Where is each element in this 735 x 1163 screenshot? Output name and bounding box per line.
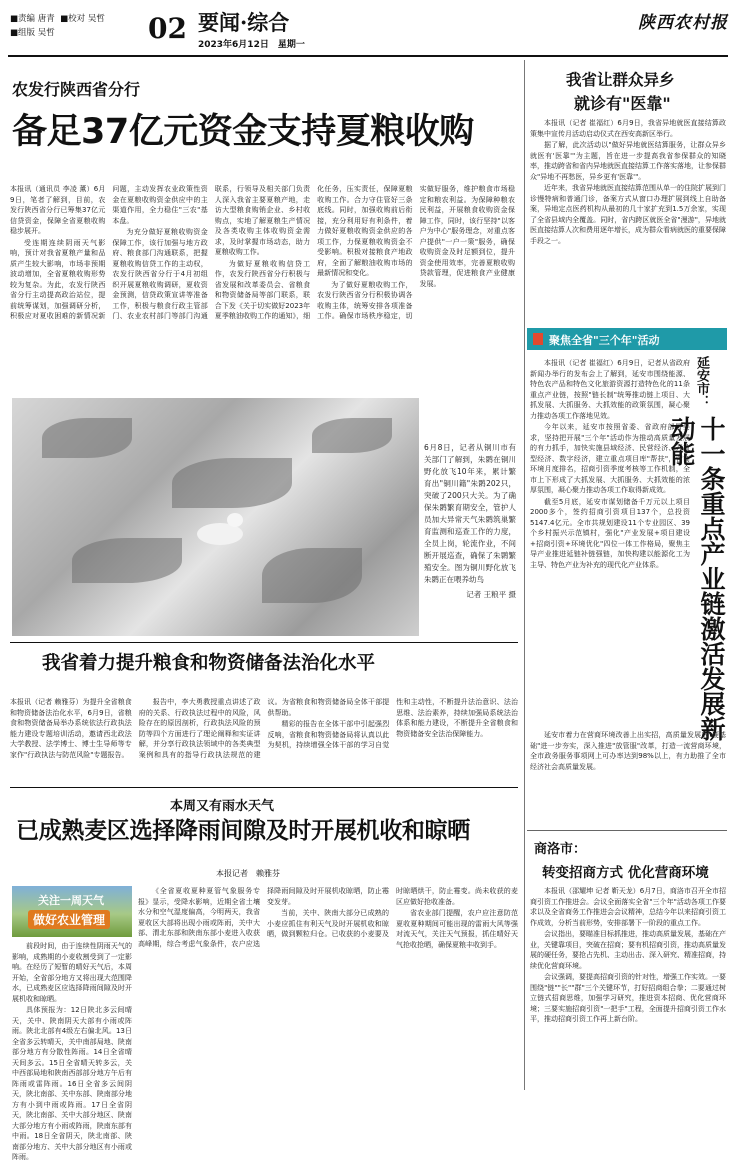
right-mid-paragraph: 截至5月底，延安市谋划储备千万元以上项目2000多个，签约招商引资项目137个，总投资5147.4亿元。全市共规划建设11个专业园区、39个乡村振兴示范镇村，强化"产业发展+项目建设+招商引资+环境优化"四位一体工作格局，聚焦主导产业推进延链补链强链，加快构建以能源化工为主导、特色产业为补充的现代化产业体系。 (530, 497, 690, 569)
right-top-paragraph: 据了解，此次活动以"做好异地就医结算服务，让群众异乡就医有'医靠'"为主题，旨在进一步提高我省参保群众的知晓率，推动跨省和省内异地就医直接结算工作落实落地，让参保群众"异地不再愁医，异乡更有'医靠'"。 (530, 141, 726, 181)
lead-paragraph: 为做好夏粮收购信贷工作，农发行陕西省分行积极与省发展和改革委员会、省粮食和物资储备局等部门联系，联合下发《关于切实做好2023年夏季粮油收购工作的通知》，细化任务，压实责任，保障夏粮收购工作。合力守住管好三条底线。同时，加强收购前后衔接，充分利用好有利条件，着力做好夏粮收购资金供应的各项工作，力保夏粮收购资金不受影响。积极对接粮食产地政府，全面了解粮油收购市场的最新情况和变化。 (214, 185, 413, 320)
banner-subtitle: 做好农业管理 (28, 910, 110, 929)
lead-paragraph: 为了做好夏粮收购工作，农发行陕西省分行积极协调各收购主体，统筹安排各项准备工作。确保市场秩序稳定，切实做好服务，维护粮食市场稳定和粮农利益。为保障种粮农民利益，开展粮食收购资金保障工作，同时，该行坚持"以客户为中心"服务理念，对重点客户提供"一户一策"服务，确保收购资金及时足额到位，提升资金使用效率，完善夏粮收购贷款管理，促进粮食产业健康发展。 (317, 185, 515, 320)
lead-paragraph: 为充分做好夏粮收购资金保障工作，该行加强与地方政府、粮食部门沟通联系，把握夏粮收购信贷工作的主动权，农发行陕西省分行于4月初组织开展夏粮收购调研，夏收资金预测，信贷政策宣讲等准备工作，积极与粮食行政主管部门、农业农村部门等部门沟通联系，行领导及相关部门负责人深入我省主要夏粮产地，走访大型粮食购销企业、乡村收购点，实地了解夏粮生产情况及各类收购主体收购资金需求，及时掌握市场动态，助力夏粮收购工作。 (112, 185, 311, 320)
banner-title: 关注一周天气 (38, 894, 104, 907)
credits (10, 12, 145, 42)
yanan-city: 延安市： (694, 356, 709, 408)
middle-headline: 我省着力提升粮食和物资储备法治化水平 (42, 653, 376, 674)
middle-paragraph: 本报讯（记者 赖雅芬）为提升全省粮食和物资储备法治化水平，6月9日，省粮食和物资储备局举办系统依法行政执法能力建设专题培训活动，邀请西北政法大学教授、法学博士、博士生导师等专家作"行政执法与防范风险"专题报告。 (10, 698, 132, 759)
lower-headline: 已成熟麦区选择降雨间隙及时开展机收和晾晒 (16, 818, 471, 844)
lower-body-right (138, 886, 518, 1087)
lead-paragraph: 受连期连续阴雨天气影响，预计对我省夏粮产量和品质产生较大影响，市场非预期波动增加，全省夏粮收购形势较为复杂。为此，农发行陕西省分行主动提高政治站位，提前统筹谋划，加强调研分析，积极应对夏收困难的新情况新问题，主动发挥农业政策性资金在夏粮收购资金供应中的主渠道作用，全力稳住"三农"基本盘。 (10, 185, 208, 320)
focus-banner-icon (533, 333, 543, 345)
header-rule (8, 55, 728, 57)
lower-paragraph: 具体预报为：12日陕北多云间晴天，关中、陕南阴天大部有小雨或阵雨。陕北北部有4级左右偏北风。13日全省多云转晴天，关中南部局地、陕南部分地方有分散性阵雨。14日全省晴天间多云。15日全省晴天转多云，关中西部局地和陕南西部部分地方午后有阵雨或雷阵雨。16日全省多云间阴天，陕北南部、关中东部、陕南部分地方有小到中雨或阵雨。17日全省阴天，陕北南部、关中大部分地区、陕南大部分地方有小雨或阵雨，陕南东部有中雨。18日全省阴天，陕北南部、陕南部分地方、关中大部分地区有小雨或阵雨。 (12, 1006, 132, 1161)
lead-headline: 备足37亿元资金支持夏粮收购 (12, 112, 474, 152)
divider (10, 642, 518, 643)
middle-paragraph: 精彩的报告在全体干部中引起强烈反响，省粮食和物资储备局将认真以此为契机，持续增强全体干部的学习自觉性和主动性，不断提升法治意识、法治思维、法治素养，持续加强局系统法治体系和能力建设，不断提升全省粮食和物资储备安全法治保障能力。 (267, 698, 518, 749)
lower-paragraph: 《全省夏收夏种夏管气象服务专报》显示，受降水影响，近期全省土壤水分和空气湿度偏高，今明两天，我省夏收区大部将出现小雨或阵雨，关中大部、渭北东部和陕南东部小麦进入收获高峰期，综合考虑气象条件，农户应选择降雨间隙及时开展机收晾晒，防止霉变发芽。 (138, 887, 389, 948)
photo-caption (424, 442, 516, 632)
divider (10, 787, 518, 788)
credit-proofreader: ■校对 吴哲 (60, 14, 105, 24)
weather-banner (12, 886, 132, 937)
caption-text: 6月8日，记者从铜川市有关部门了解到，朱鹮在铜川野化放飞10年来，累计繁育出"铜川籍"朱鹮202只，突破了200只大关。为了确保朱鹮繁育期安全，管护人员加大异常天气朱鹮筑巢繁育监测和巡查工作的力度，全员上岗，轮流作业，不间断开展巡查，确保了朱鹮繁殖安全。图为铜川野化放飞朱鹮正在喂养幼鸟 (424, 443, 516, 584)
right-bottom-paragraph: 会议指出，要瞄准目标抓推进，推动高质量发展，基础在产业，关键靠项目，突破在招商；要有机招商引资，推动高质量发展的硬任务，要抢占先机、主动出击、深入研究、精准招商，持续优化营商环境。 (530, 930, 726, 970)
lower-kicker: 本周又有雨水天气 (170, 799, 275, 814)
lower-paragraph: 当前，关中、陕南大部分已成熟的小麦应抓住有利天气及时开展机收和晾晒，做到颗粒归仓。已收获的小麦要及时晾晒烘干，防止霉变。尚未收获的麦区应做好抢收准备。 (267, 887, 518, 938)
right-top-headline-1: 我省让群众异乡 (566, 71, 675, 89)
right-bottom-paragraph: 本报讯（邵耀坤 记者 靳天龙）6月7日，商洛市召开全市招商引资工作推进会。会议全面落实全省"三个年"活动各项工作要求以及全省商务工作推进会会议精神，总结今年以来招商引资工作成效，分析当前形势，安排部署下一阶段的重点工作。 (530, 887, 726, 927)
right-top-headline-2: 就诊有"医靠" (574, 94, 671, 113)
focus-banner (527, 328, 727, 350)
middle-body (10, 697, 518, 777)
credit-editor: ■责编 唐青 (10, 14, 55, 24)
right-top-paragraph: 近年来，我省异地就医直接结算范围从单一的住院扩展到门诊慢特病和普通门诊，备案方式从窗口办理扩展到线上自助备案，异地定点医药机构从最初的几十家扩充到1.5万余家，实现了全省县域内全覆盖。同时，省内跨区就医全省"漫游"，异地就医直接结算人次和费用逐年增长，成为群众看病就医的重要保障手段之一。 (530, 184, 726, 245)
lower-paragraph: 前段时间，由于连续性阴雨天气的影响，成熟期的小麦收割受到了一定影响。在经历了短暂的晴好天气后，本周开始，全省部分地方又将出现大范围降水，已成熟麦区应选择降雨间隙及时开展机收和晾晒。 (12, 942, 132, 1003)
divider (527, 830, 727, 831)
page-number: 02 (148, 12, 187, 45)
masthead-logo: 陕西农村报 (638, 13, 728, 33)
right-mid-paragraph: 本报讯（记者 崔福红）6月9日，记者从省政府新闻办举行的发布会上了解到，延安市围绕能源、特色农产品和特色文化旅游资源打造特色化的11条重点产业链，按照"链长制"统筹推动链上项目、大抓发展、大抓服务、大抓效能的政策氛围，凝心聚力推动各项工作落地见效。 (530, 359, 690, 420)
lead-paragraph: 本报讯（通讯员 李凌 薰）6月9日，笔者了解到，目前，农发行陕西省分行已筹集37亿元信贷资金，保障全省夏粮收购稳步展开。 (10, 185, 106, 235)
shangluo-headline: 转变招商方式 优化营商环境 (542, 865, 709, 881)
photo-credit: 记者 王粮平 摄 (466, 590, 516, 599)
lower-body-left (12, 941, 132, 1161)
lower-byline: 本报记者 赖雅芬 (216, 869, 280, 878)
focus-banner-text: 聚焦全省"三个年"活动 (549, 334, 660, 347)
right-mid-body (530, 358, 690, 730)
shangluo-city: 商洛市： (534, 842, 587, 857)
section-title: 要闻·综合 (198, 10, 290, 35)
issue-date: 2023年6月12日 星期一 (198, 40, 305, 50)
middle-paragraph: 报告中，李大勇教授重点讲述了政府的关系、行政执法过程中的风险，风险存在的原因剖析，行政执法风险的预防等四个方面进行了理论阐释和实证讲解，并分享行政执法领域中的各类典型案例和具有的指导行政执法规范的建议。为省粮食和物资储备局全体干部提供帮助。 (138, 698, 390, 759)
lower-paragraph: 省农业部门提醒，农户应注意防范夏收夏种期间可能出现的雷雨大风等强对流天气，关注天气预报，抓住晴好天气抢收抢晒，确保夏粮丰收到手。 (396, 909, 518, 949)
right-top-paragraph: 本报讯（记者 崔福红）6月9日，我省异地就医直接结算政策集中宣传月活动启动仪式在西安高新区举行。 (530, 119, 726, 138)
right-top-body (530, 118, 726, 318)
right-bottom-paragraph: 会议强调，要提高招商引资的针对性，增强工作实效。一要围绕"链""长""群"三个关键环节，打好招商组合拳；二要通过树立链式招商思维，加强学习研究，推进资本招商、优化营商环境；三要实施招商引资"一把手"工程，全面提升招商引资工作水平，推动招商引资工作再上新台阶。 (530, 973, 726, 1023)
column-divider (524, 60, 525, 1090)
right-bottom-body (530, 886, 726, 1088)
lead-kicker: 农发行陕西省分行 (12, 80, 141, 99)
right-mid-paragraph: 延安市着力在营商环境改善上出实招，高质量发展的"硬基础"进一步夯实，深入推进"放管服"改革，打造一流营商环境，全市政务服务事项网上可办率达到98%以上，有力助推了全市经济社会高质量发展。 (530, 731, 726, 771)
ibis-photo (12, 398, 419, 636)
right-mid-paragraph: 今年以来，延安市按照省委、省政府部署要求，坚持把开展"三个年"活动作为推动高质量发展的有力抓手，加快实施县域经济、民营经济、开放型经济、数字经济，建立重点项目库"帮扶"，营商环境月度排名，招商引资季度考核等工作机制，全市上下形成了大抓发展、大抓服务、大抓效能的浓厚氛围，凝心聚力推动各项工作取得新成效。 (530, 423, 690, 494)
credit-layout: ■组版 吴哲 (10, 28, 55, 38)
right-mid-body-cont (530, 730, 726, 824)
yanan-vertical-title: 十一条重点产业链激活发展新动能 (667, 416, 726, 741)
lead-body (10, 184, 515, 394)
